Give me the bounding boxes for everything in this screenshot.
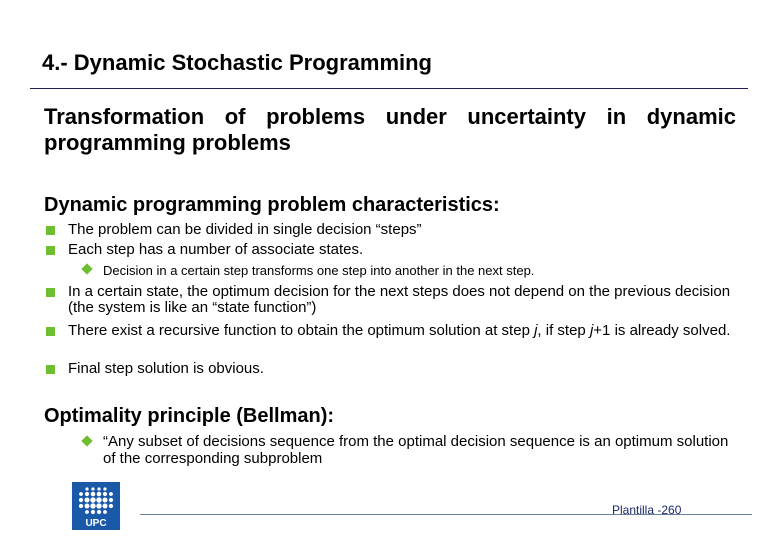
bullet-item: [46, 284, 746, 316]
slide-title: 4.- Dynamic Stochastic Programming: [42, 50, 432, 75]
svg-text:UPC: UPC: [85, 518, 107, 529]
sub-bullet-item: [82, 263, 742, 278]
square-bullet-icon: [46, 288, 55, 297]
bullet-text: In a certain state, the optimum decision for the next steps does not depend on the previous decision (the system is like an “state function”): [68, 283, 731, 316]
square-bullet-icon: [46, 246, 55, 255]
bullet-text: The problem can be divided in single decision “steps”: [68, 221, 422, 238]
upc-logo: [72, 482, 120, 530]
diamond-bullet-icon: [81, 263, 92, 274]
bellman-quote: [82, 433, 742, 467]
footer-label: Plantilla -260: [612, 503, 682, 517]
section-heading-bellman: Optimality principle (Bellman):: [44, 405, 335, 427]
square-bullet-icon: [46, 226, 55, 235]
square-bullet-icon: [46, 365, 55, 374]
section-heading-characteristics: Dynamic programming problem characteristics:: [44, 194, 500, 216]
bullet-item: [46, 323, 746, 339]
square-bullet-icon: [46, 327, 55, 336]
quote-text: “Any subset of decisions sequence from the optimal decision sequence is an optimum solution of the corresponding subproblem: [103, 433, 729, 467]
bullet-text: There exist a recursive function to obtain the optimum solution at step j, if step j+1 is already solved.: [68, 322, 731, 339]
bullet-text: Each step has a number of associate states.: [68, 241, 364, 258]
bullet-text: Final step solution is obvious.: [68, 360, 264, 377]
bullet-item: [46, 361, 746, 377]
bullet-item: [46, 222, 746, 238]
sub-bullet-text: Decision in a certain step transforms one step into another in the next step.: [103, 263, 535, 278]
slide-subtitle: Transformation of problems under uncertainty in dynamic programming problems: [44, 104, 736, 155]
title-divider: [30, 88, 748, 89]
bullet-item: [46, 242, 746, 258]
diamond-bullet-icon: [81, 435, 92, 446]
